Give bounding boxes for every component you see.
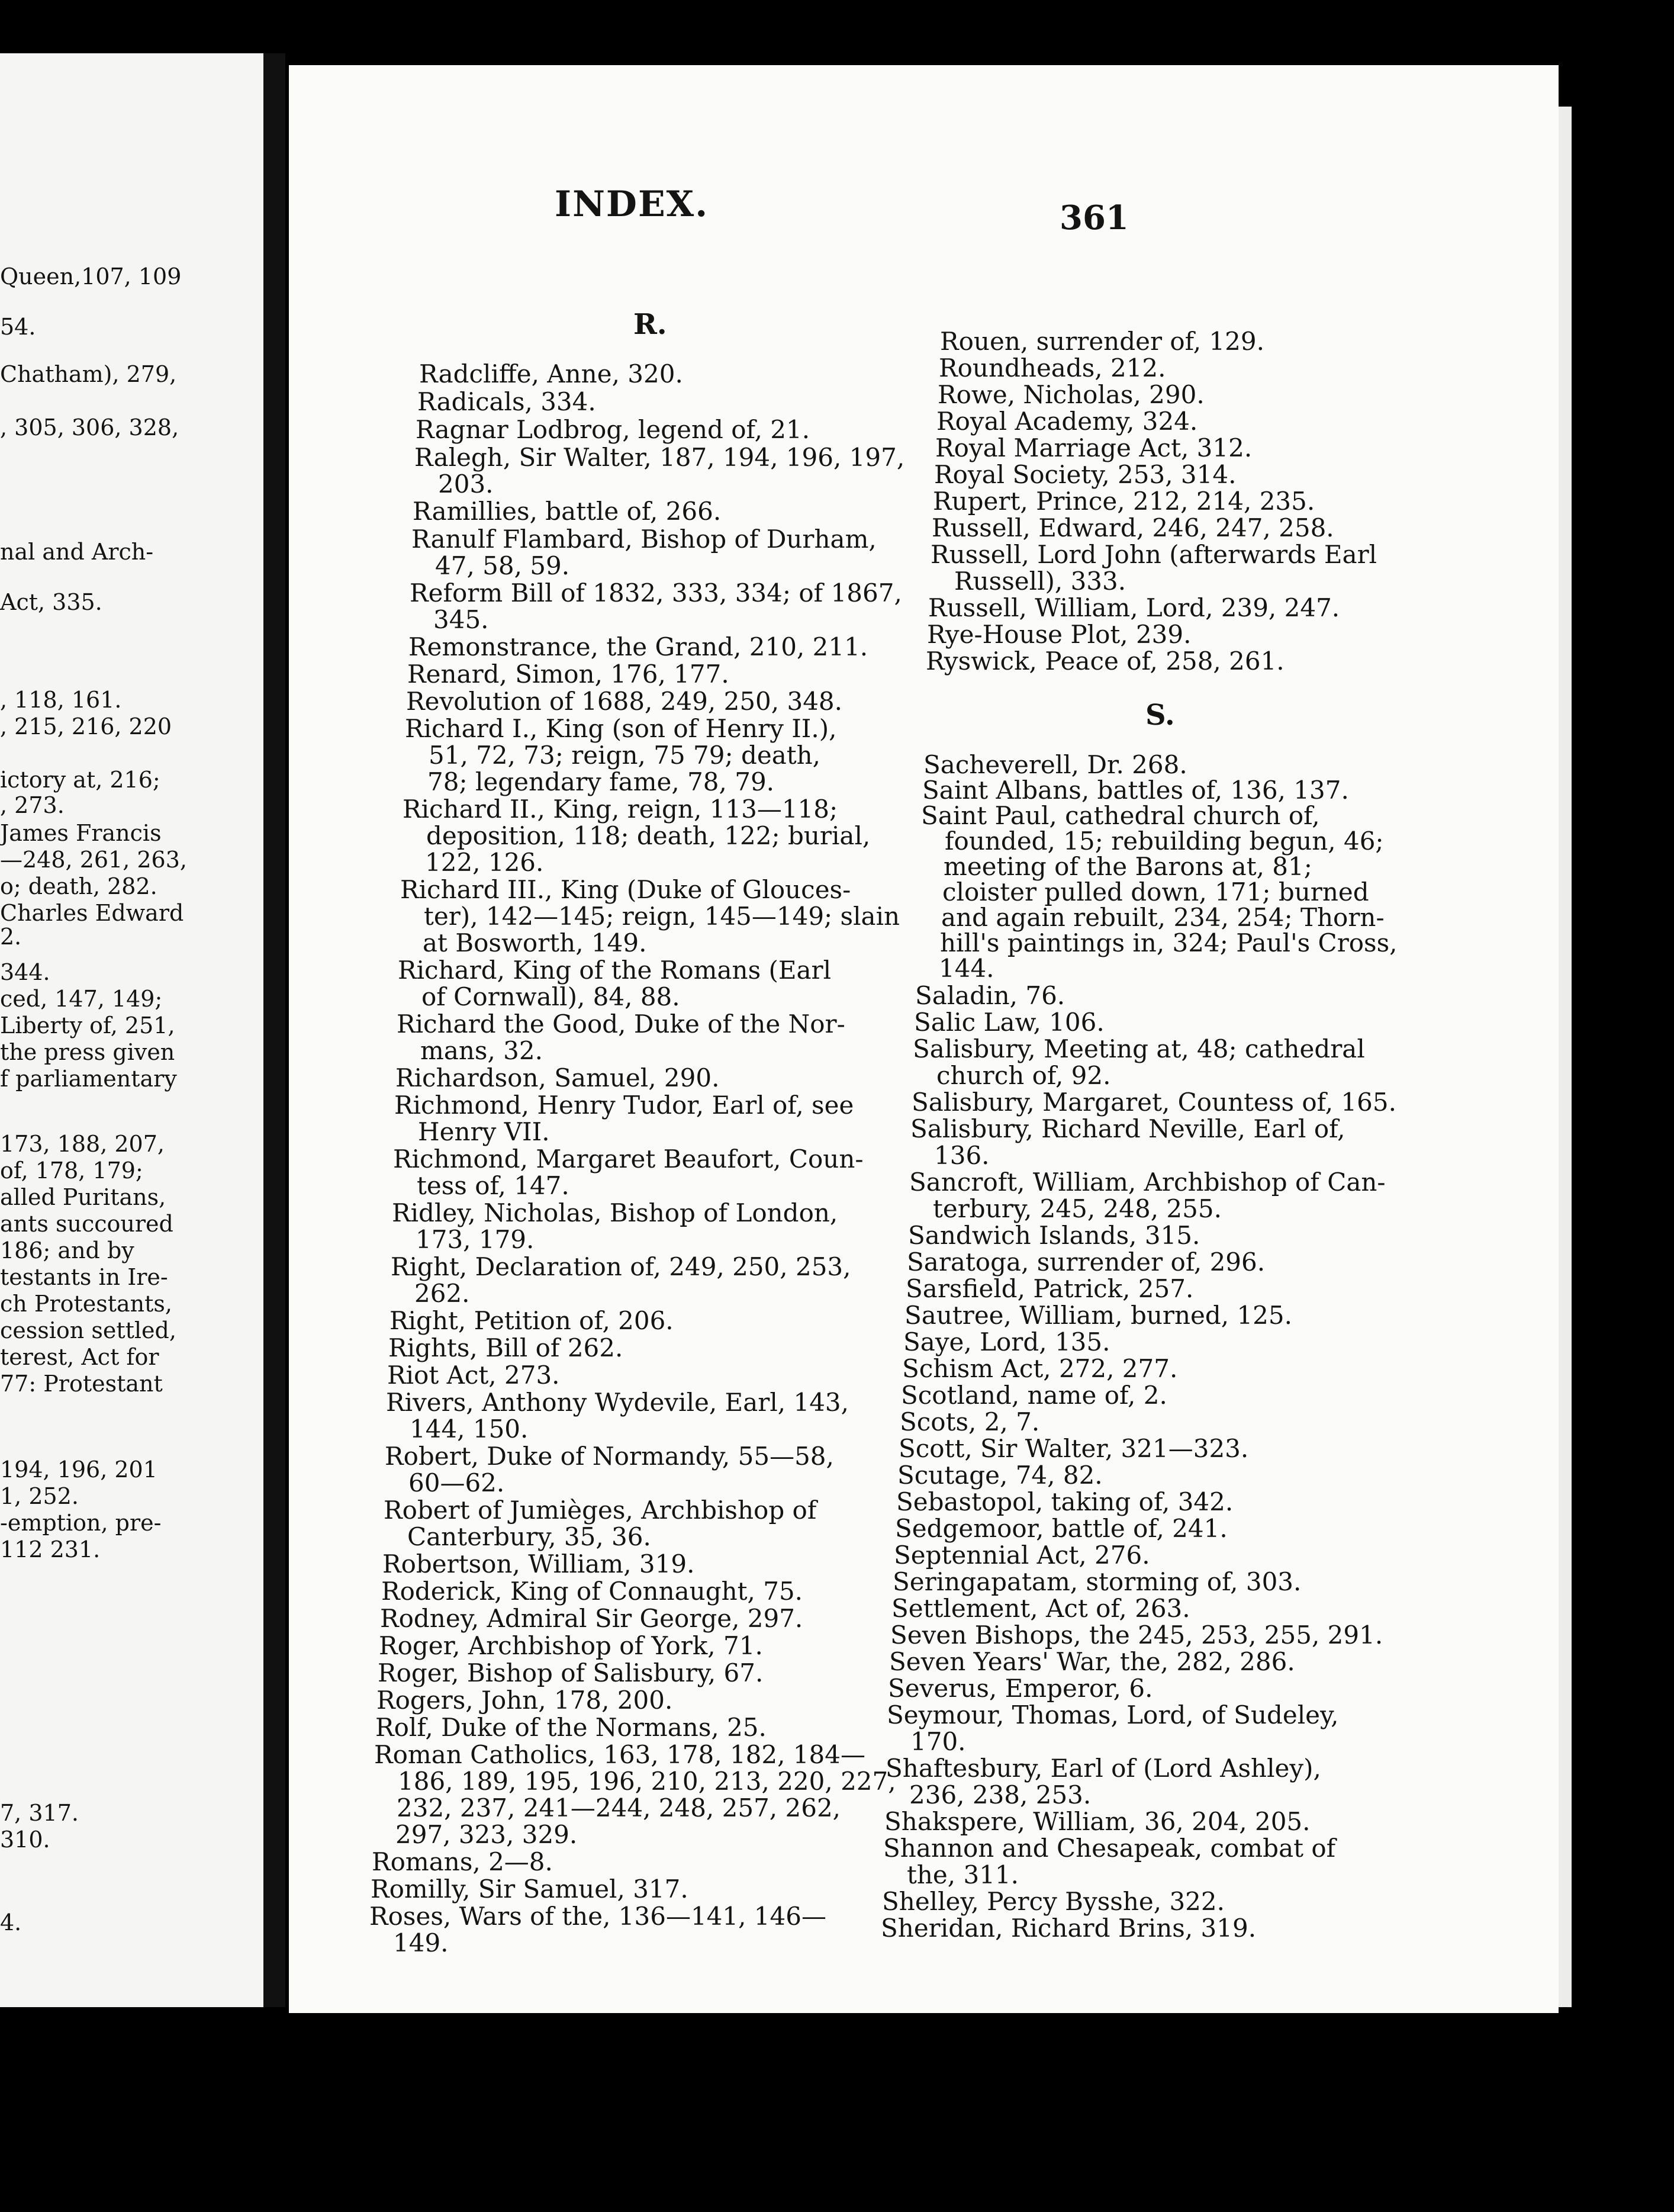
index-entry: Seringapatam, storming of, 303. [893,1567,1302,1596]
index-entry: 186, 189, 195, 196, 210, 213, 220, 227, [398,1767,896,1796]
index-entry: 144. [939,954,994,983]
index-entry: terbury, 245, 248, 255. [933,1194,1222,1223]
index-entry: Remonstrance, the Grand, 210, 211. [408,632,868,661]
index-entry: 203. [438,470,494,499]
index-entry: 136. [934,1141,990,1170]
page-edge [1559,107,1572,2007]
index-entry: Russell, Lord John (afterwards Earl [931,540,1377,569]
index-entry: Saladin, 76. [915,981,1065,1010]
left-page-line: 1, 252. [0,1483,79,1509]
index-entry: 78; legendary fame, 78, 79. [427,767,775,796]
index-entry: Rupert, Prince, 212, 214, 235. [933,487,1315,516]
index-entry: 170. [910,1727,966,1756]
index-entry: deposition, 118; death, 122; burial, [426,821,871,850]
left-page-line: Act, 335. [0,589,102,615]
left-page-line: James Francis [0,820,162,846]
left-page-line: of, 178, 179; [0,1158,143,1184]
index-entry: Robertson, William, 319. [382,1549,695,1578]
left-page-line: —248, 261, 263, [0,847,187,873]
index-entry: Royal Academy, 324. [936,407,1198,436]
book-gutter [266,53,285,2007]
index-entry: Sandwich Islands, 315. [908,1221,1200,1250]
index-entry: Ryswick, Peace of, 258, 261. [926,647,1285,676]
index-entry: 173, 179. [416,1225,535,1254]
left-page-line: 7, 317. [0,1800,79,1826]
index-entry: Right, Declaration of, 249, 250, 253, [391,1252,851,1281]
index-entry: Scott, Sir Walter, 321—323. [899,1434,1249,1463]
index-entry: Royal Society, 253, 314. [934,460,1237,489]
index-entry: 122, 126. [425,848,544,877]
index-entry: 297, 323, 329. [395,1820,578,1849]
left-page-line: f parliamentary [0,1066,177,1092]
index-entry: Royal Marriage Act, 312. [935,433,1253,462]
index-entry: Ranulf Flambard, Bishop of Durham, [411,525,877,554]
left-page-line: Liberty of, 251, [0,1012,175,1039]
index-entry: 144, 150. [410,1414,529,1443]
index-entry: cloister pulled down, 171; burned [942,877,1369,906]
left-page-line: 2. [0,924,22,950]
index-entry: Rouen, surrender of, 129. [940,327,1264,356]
index-entry: Scots, 2, 7. [900,1407,1040,1436]
index-entry: Romans, 2—8. [372,1847,553,1876]
index-entry: Sebastopol, taking of, 342. [896,1487,1234,1516]
index-entry: Richard, King of the Romans (Earl [398,956,832,985]
index-entry: Revolution of 1688, 249, 250, 348. [406,687,842,716]
left-page-fragment [0,53,267,2007]
index-entry: Sedgemoor, battle of, 241. [895,1514,1228,1543]
index-entry: 345. [433,605,489,634]
section-heading-s: S. [1145,699,1175,732]
page-title: INDEX. [555,184,709,225]
index-entry: Russell), 333. [954,567,1126,596]
index-entry: Sautree, William, burned, 125. [904,1301,1292,1330]
left-page-line: ch Protestants, [0,1291,172,1317]
index-entry: Radicals, 334. [417,387,596,416]
index-entry: Rodney, Admiral Sir George, 297. [380,1604,803,1633]
left-page-line: the press given [0,1039,175,1065]
left-page-line: 194, 196, 201 [0,1457,157,1483]
index-entry: Ragnar Lodbrog, legend of, 21. [416,415,810,444]
left-page-line: 77: Protestant [0,1371,163,1397]
left-page-line: , 215, 216, 220 [0,713,172,740]
index-entry: of Cornwall), 84, 88. [421,982,680,1011]
index-entry: Sheridan, Richard Brins, 319. [881,1914,1257,1943]
index-entry: 232, 237, 241—244, 248, 257, 262, [397,1793,841,1822]
index-entry: Salisbury, Richard Neville, Earl of, [910,1114,1345,1143]
index-entry: 47, 58, 59. [435,551,570,580]
index-entry: Rogers, John, 178, 200. [376,1686,673,1715]
index-entry: Rights, Bill of 262. [388,1333,623,1362]
index-entry: Richmond, Henry Tudor, Earl of, see [394,1091,854,1120]
left-page-line: Queen,107, 109 [0,263,182,290]
index-entry: Shakspere, William, 36, 204, 205. [884,1807,1311,1836]
left-page-line: 173, 188, 207, [0,1131,165,1157]
index-entry: Sacheverell, Dr. 268. [923,750,1187,779]
left-page-line: 4. [0,1909,22,1936]
index-entry: Shaftesbury, Earl of (Lord Ashley), [886,1754,1321,1783]
index-entry: Ridley, Nicholas, Bishop of London, [392,1198,838,1227]
index-entry: meeting of the Barons at, 81; [944,852,1312,881]
index-entry: Roses, Wars of the, 136—141, 146— [369,1902,826,1931]
index-entry: Richard II., King, reign, 113—118; [403,795,838,824]
index-entry: mans, 32. [420,1036,543,1065]
index-entry: at Bosworth, 149. [423,928,647,957]
left-page-line: Chatham), 279, [0,361,177,387]
index-entry: Severus, Emperor, 6. [888,1674,1153,1703]
index-entry: church of, 92. [936,1061,1111,1090]
left-page-line: 112 231. [0,1536,101,1562]
left-page-line: ced, 147, 149; [0,986,163,1012]
index-entry: Henry VII. [418,1117,550,1146]
index-entry: Canterbury, 35, 36. [407,1522,651,1551]
left-page-line: 186; and by [0,1237,134,1263]
left-page-line: 344. [0,959,50,985]
left-page-line: , 118, 161. [0,687,122,713]
index-entry: Riot Act, 273. [387,1361,560,1390]
left-page-line: alled Puritans, [0,1184,166,1210]
index-entry: Radcliffe, Anne, 320. [419,359,683,388]
index-entry: hill's paintings in, 324; Paul's Cross, [940,928,1398,957]
index-entry: Shelley, Percy Bysshe, 322. [882,1887,1225,1916]
index-entry: Salisbury, Meeting at, 48; cathedral [913,1034,1365,1063]
left-page-line: o; death, 282. [0,873,157,899]
index-entry: Scutage, 74, 82. [897,1461,1103,1490]
left-page-line: terest, Act for [0,1344,159,1370]
index-entry: Right, Petition of, 206. [389,1306,674,1335]
index-entry: Richard I., King (son of Henry II.), [405,714,837,743]
left-page-line: -emption, pre- [0,1510,162,1536]
index-entry: Seven Bishops, the 245, 253, 255, 291. [890,1621,1383,1650]
left-page-line: ictory at, 216; [0,767,160,793]
left-page-line: cession settled, [0,1317,176,1343]
left-page-line: , 273. [0,792,65,818]
index-entry: Russell, Edward, 246, 247, 258. [932,513,1334,542]
index-entry: Robert, Duke of Normandy, 55—58, [385,1442,834,1471]
index-entry: Sarsfield, Patrick, 257. [906,1274,1194,1303]
index-entry: Roger, Archbishop of York, 71. [379,1631,763,1660]
index-entry: 262. [414,1279,470,1308]
index-entry: Sancroft, William, Archbishop of Can- [909,1168,1386,1197]
index-entry: Septennial Act, 276. [894,1541,1150,1570]
index-entry: Richard the Good, Duke of the Nor- [397,1009,845,1039]
index-entry: Roman Catholics, 163, 178, 182, 184— [374,1740,865,1769]
index-entry: Rye-House Plot, 239. [927,620,1192,649]
left-page-line: testants in Ire- [0,1264,168,1290]
index-entry: Rowe, Nicholas, 290. [938,380,1205,409]
index-entry: 51, 72, 73; reign, 75 79; death, [429,741,821,770]
index-entry: Roger, Bishop of Salisbury, 67. [378,1658,764,1687]
page-number: 361 [1060,198,1129,237]
index-entry: Saratoga, surrender of, 296. [907,1248,1266,1277]
index-entry: the, 311. [907,1860,1019,1889]
index-entry: Schism Act, 272, 277. [902,1354,1178,1383]
index-entry: Richmond, Margaret Beaufort, Coun- [393,1144,864,1173]
left-page-line: nal and Arch- [0,539,154,565]
index-entry: Rivers, Anthony Wydevile, Earl, 143, [386,1388,849,1417]
index-entry: Romilly, Sir Samuel, 317. [371,1875,688,1904]
left-page-line: Charles Edward [0,900,184,926]
index-entry: Salic Law, 106. [914,1008,1105,1037]
index-entry: 149. [393,1928,449,1957]
index-entry: Roundheads, 212. [939,353,1166,382]
index-entry: and again rebuilt, 234, 254; Thorn- [941,903,1385,932]
index-entry: Roderick, King of Connaught, 75. [381,1577,803,1606]
index-entry: Seymour, Thomas, Lord, of Sudeley, [887,1700,1339,1729]
index-entry: Richardson, Samuel, 290. [395,1063,720,1092]
index-entry: Salisbury, Margaret, Countess of, 165. [912,1088,1396,1117]
section-heading-r: R. [633,308,667,341]
left-page-line: ants succoured [0,1211,173,1237]
index-entry: Ramillies, battle of, 266. [413,497,722,526]
index-entry: ter), 142—145; reign, 145—149; slain [424,902,900,931]
left-page-line: , 305, 306, 328, [0,414,179,441]
index-entry: Saint Paul, cathedral church of, [921,801,1320,830]
index-entry: founded, 15; rebuilding begun, 46; [945,827,1384,856]
index-entry: Rolf, Duke of the Normans, 25. [375,1713,767,1742]
index-entry: Settlement, Act of, 263. [891,1594,1190,1623]
index-entry: 60—62. [408,1468,505,1497]
index-entry: Saye, Lord, 135. [903,1327,1110,1356]
index-entry: Seven Years' War, the, 282, 286. [889,1647,1295,1676]
index-entry: 236, 238, 253. [909,1780,1092,1809]
left-page-line: 54. [0,314,36,340]
index-entry: Shannon and Chesapeak, combat of [883,1834,1336,1863]
index-entry: Robert of Jumièges, Archbishop of [384,1496,817,1525]
index-entry: tess of, 147. [417,1171,569,1200]
index-entry: Richard III., King (Duke of Glouces- [400,875,851,904]
index-entry: Saint Albans, battles of, 136, 137. [922,776,1349,805]
index-entry: Reform Bill of 1832, 333, 334; of 1867, [410,578,902,607]
index-entry: Russell, William, Lord, 239, 247. [928,593,1340,622]
index-entry: Ralegh, Sir Walter, 187, 194, 196, 197, [414,443,905,472]
index-entry: Scotland, name of, 2. [901,1381,1167,1410]
index-entry: Renard, Simon, 176, 177. [407,660,729,689]
left-page-line: 310. [0,1827,50,1853]
